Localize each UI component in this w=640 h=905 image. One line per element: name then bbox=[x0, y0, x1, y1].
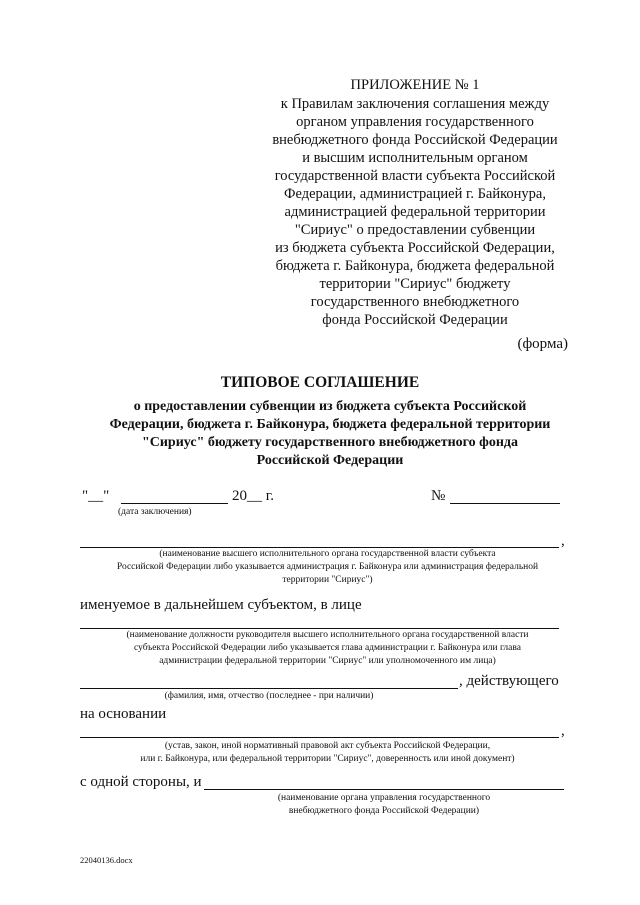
comma: , bbox=[561, 723, 565, 739]
appendix-line: Федерации, администрацией г. Байконура, bbox=[284, 186, 546, 202]
caption-line: или г. Байконура, или федеральной территории "Сириус", доверенность или иной документ) bbox=[140, 754, 515, 764]
fund-body-caption bbox=[204, 792, 564, 818]
caption-line: территории "Сириус") bbox=[282, 575, 373, 585]
subtitle-line: "Сириус" бюджету государственного внебюджетного фонда bbox=[141, 435, 519, 450]
footer-filename: 22040136.docx bbox=[80, 855, 133, 865]
caption-line: (устав, закон, иной нормативный правовой акт субъекта Российской Федерации, bbox=[164, 741, 491, 751]
appendix-line: бюджета г. Байконура, бюджета федеральной bbox=[275, 258, 555, 274]
appendix-line: к Правилам заключения соглашения между bbox=[280, 96, 550, 112]
date-caption: (дата заключения) bbox=[118, 507, 192, 517]
caption-line: администрации федеральной территории "Сириус" или уполномоченного им лица) bbox=[159, 656, 496, 666]
caption-line: Российской Федерации либо указывается администрация г. Байконура или администрация федеральной bbox=[116, 562, 539, 572]
number-sign: № bbox=[431, 488, 446, 504]
caption-line: субъекта Российской Федерации либо указывается глава администрации г. Байконура или глава bbox=[134, 643, 521, 653]
name-caption: (фамилия, имя, отчество (последнее - при наличии) bbox=[164, 691, 374, 701]
caption-line: (наименование органа управления государственного bbox=[277, 793, 491, 803]
appendix-line: органом управления государственного bbox=[296, 114, 534, 130]
executive-body-caption bbox=[80, 548, 575, 587]
appendix-line: государственного внебюджетного bbox=[310, 294, 520, 310]
acting-text: , действующего bbox=[459, 673, 559, 689]
caption-line: (наименование должности руководителя высшего исполнительного органа государственной власти bbox=[126, 630, 529, 640]
appendix-title: ПРИЛОЖЕНИЕ № 1 bbox=[350, 77, 480, 93]
appendix-line: фонда Российской Федерации bbox=[322, 312, 508, 328]
appendix-block bbox=[250, 76, 580, 329]
appendix-line: государственной власти субъекта Российской bbox=[274, 168, 556, 184]
one-side-text: с одной стороны, и bbox=[80, 774, 202, 790]
appendix-line: территории "Сириус" бюджету bbox=[319, 276, 511, 292]
position-caption bbox=[80, 629, 575, 668]
appendix-line: "Сириус" о предоставлении субвенции bbox=[294, 222, 536, 238]
day-field[interactable]: "__" bbox=[82, 488, 110, 504]
caption-line: внебюджетного фонда Российской Федерации) bbox=[288, 806, 480, 816]
fund-body-field-line[interactable] bbox=[204, 789, 564, 790]
form-label: (форма) bbox=[517, 336, 568, 352]
basis-text: на основании bbox=[80, 706, 167, 722]
month-field-line[interactable] bbox=[121, 503, 228, 504]
appendix-line: и высшим исполнительным органом bbox=[302, 150, 528, 166]
basis-caption bbox=[80, 740, 575, 766]
named-text: именуемое в дальнейшем субъектом, в лице bbox=[80, 597, 362, 613]
appendix-line: администрацией федеральной территории bbox=[284, 204, 546, 220]
basis-field-line[interactable] bbox=[80, 737, 559, 738]
comma: , bbox=[561, 533, 565, 549]
number-field-line[interactable] bbox=[450, 503, 560, 504]
document-subtitle bbox=[70, 398, 590, 470]
name-field-line[interactable] bbox=[80, 688, 458, 689]
caption-line: (наименование высшего исполнительного органа государственной власти субъекта bbox=[159, 549, 496, 559]
appendix-line: внебюджетного фонда Российской Федерации bbox=[272, 132, 558, 148]
subtitle-line: Российской Федерации bbox=[256, 453, 404, 468]
year-field[interactable]: 20__ г. bbox=[232, 488, 274, 504]
subtitle-line: о предоставлении субвенции из бюджета субъекта Российской bbox=[133, 399, 527, 414]
subtitle-line: Федерации, бюджета г. Байконура, бюджета федеральной территории bbox=[109, 417, 551, 432]
appendix-line: из бюджета субъекта Российской Федерации, bbox=[275, 240, 555, 256]
document-title: ТИПОВОЕ СОГЛАШЕНИЕ bbox=[220, 374, 420, 391]
